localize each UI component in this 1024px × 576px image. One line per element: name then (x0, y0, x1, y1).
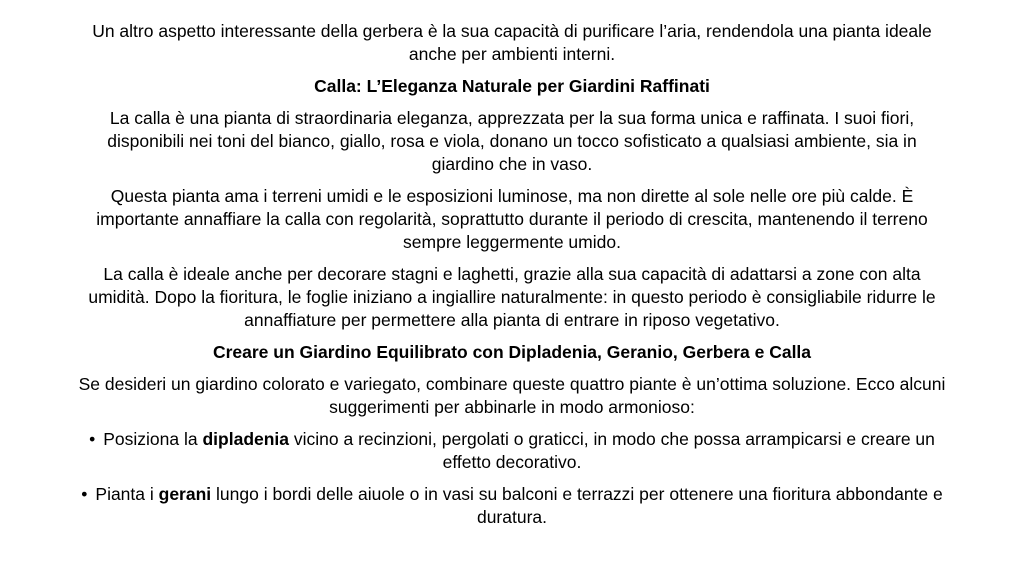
bullet-item-dipladenia (76, 428, 948, 474)
bullet-text-after: vicino a recinzioni, pergolati o graticci, in modo che possa arrampicarsi e creare un effetto decorativo. (289, 429, 935, 472)
garden-heading: Creare un Giardino Equilibrato con Dipladenia, Geranio, Gerbera e Calla (212, 342, 812, 362)
bullet-text-after: lungo i bordi delle aiuole o in vasi su balconi e terrazzi per ottenere una fioritura abbondante e duratura. (211, 484, 943, 527)
garden-paragraph: Se desideri un giardino colorato e variegato, combinare queste quattro piante è un’ottima soluzione. Ecco alcuni suggerimenti per abbinarle in modo armonioso: (78, 374, 946, 417)
calla-paragraph-2: Questa pianta ama i terreni umidi e le esposizioni luminose, ma non dirette al sole nelle ore più calde. È importante annaffiare la calla con regolarità, soprattutto durante il periodo di crescita, mantenendo il terreno sempre leggermente umido. (96, 186, 928, 252)
bullet-bold-term: dipladenia (202, 429, 290, 449)
bullet-bold-term: gerani (158, 484, 212, 504)
bullet-icon: • (89, 429, 96, 449)
bullet-item-gerani (76, 483, 948, 529)
intro-paragraph: Un altro aspetto interessante della gerbera è la sua capacità di purificare l’aria, rendendola una pianta ideale anche per ambienti interni. (92, 21, 932, 64)
calla-heading: Calla: L’Eleganza Naturale per Giardini Raffinati (314, 76, 710, 96)
calla-paragraph-1: La calla è una pianta di straordinaria eleganza, apprezzata per la sua forma unica e raffinata. I suoi fiori, disponibili nei toni del bianco, giallo, rosa e viola, donano un tocco sofisticato a qualsiasi ambiente, sia in giardino che in vaso. (107, 108, 917, 174)
bullet-icon: • (81, 484, 88, 504)
bullet-text-before: Posiziona la (103, 429, 203, 449)
bullet-text-before: Pianta i (95, 484, 159, 504)
calla-paragraph-3: La calla è ideale anche per decorare stagni e laghetti, grazie alla sua capacità di adattarsi a zone con alta umidità. Dopo la fioritura, le foglie iniziano a ingiallire naturalmente: in questo periodo è consigliabile ridurre le annaffiature per permettere alla pianta di entrare in riposo vegetativo. (88, 264, 936, 330)
